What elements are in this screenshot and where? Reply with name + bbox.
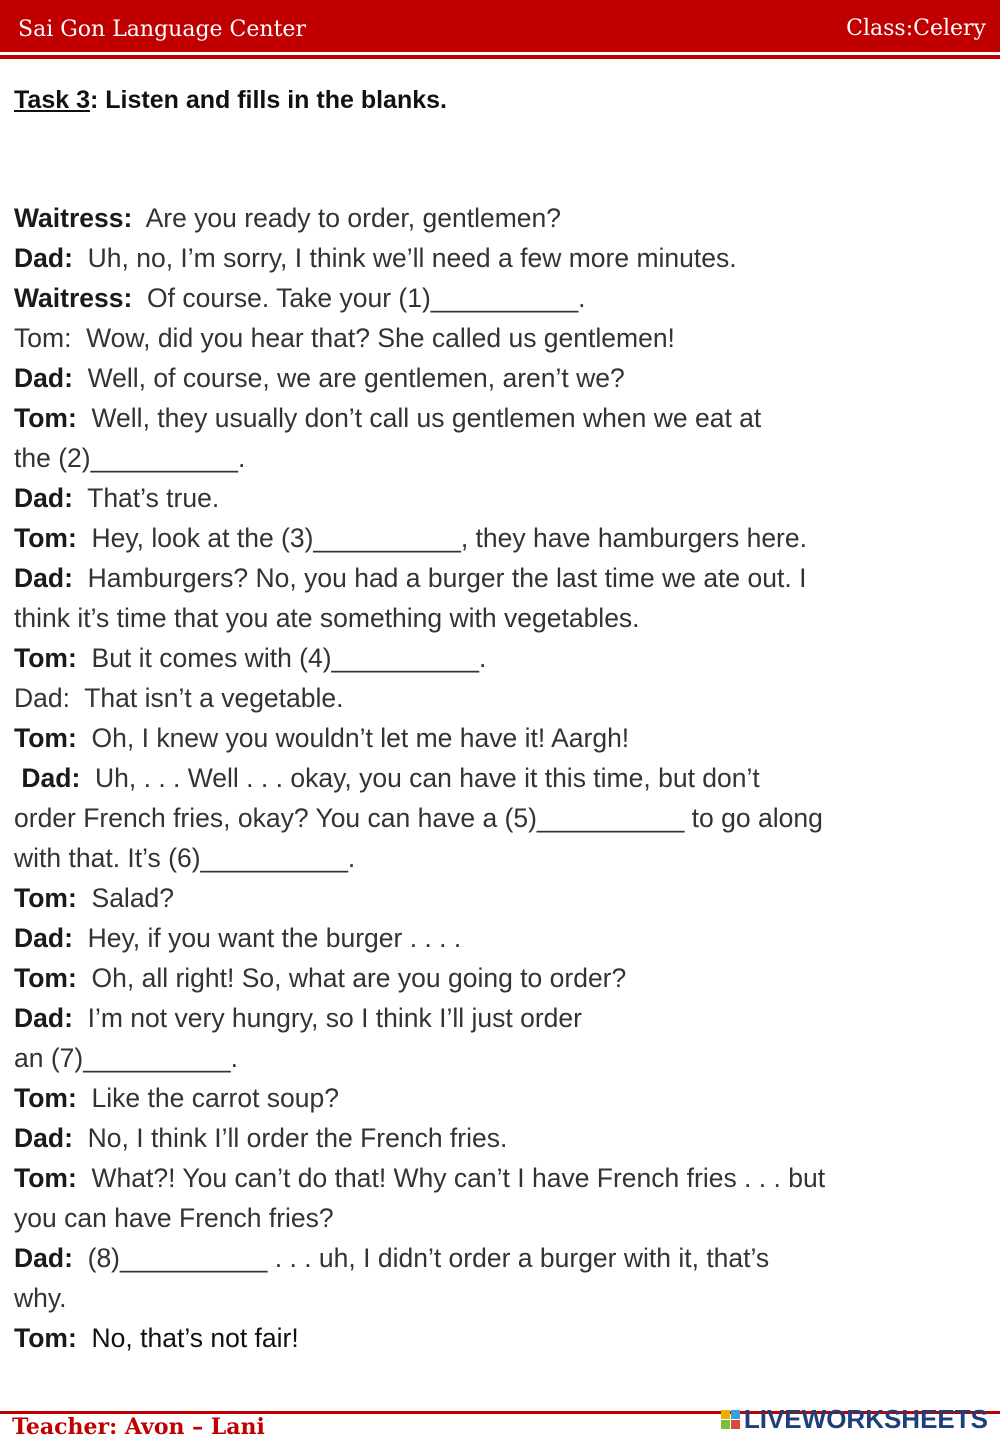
dialogue-line	[14, 798, 974, 838]
dialogue-text: Like the carrot soup?	[76, 1083, 340, 1113]
task-title	[14, 86, 447, 115]
dialogue-text: Oh, all right! So, what are you going to order?	[76, 963, 627, 993]
dialogue-line	[14, 758, 974, 798]
dialogue-text: Hey, if you want the burger . . . .	[72, 923, 462, 953]
dialogue-line	[14, 718, 974, 758]
dialogue-line	[14, 278, 974, 318]
speaker-label: Dad:	[14, 483, 73, 513]
dialogue-line	[14, 1278, 974, 1318]
dialogue-line	[14, 1038, 974, 1078]
dialogue-text: why.	[14, 1283, 67, 1313]
logo-text: LIVEWORKSHEETS	[743, 1404, 988, 1434]
dialogue-line	[14, 438, 974, 478]
dialogue-text: Tom: Wow, did you hear that? She called us gentlemen!	[14, 323, 675, 353]
dialogue-text: an (7)__________.	[14, 1043, 238, 1073]
dialogue-text: Well, they usually don’t call us gentlemen when we eat at	[76, 403, 762, 433]
speaker-label: Tom:	[14, 723, 77, 753]
dialogue-text: That’s true.	[72, 483, 220, 513]
speaker-label: Tom:	[14, 883, 77, 913]
dialogue	[14, 198, 974, 1358]
task-instruction: : Listen and fills in the blanks.	[89, 86, 447, 114]
dialogue-line	[14, 318, 974, 358]
speaker-label: Dad:	[14, 1003, 73, 1033]
logo-mark-icon	[721, 1410, 740, 1429]
dialogue-line	[14, 398, 974, 438]
dialogue-text: Oh, I knew you wouldn’t let me have it! Aargh!	[76, 723, 630, 753]
speaker-label: Waitress:	[14, 283, 133, 313]
speaker-label: Tom:	[14, 643, 77, 673]
dialogue-text: Are you ready to order, gentlemen?	[132, 203, 561, 233]
dialogue-line	[14, 518, 974, 558]
dialogue-text: Of course. Take your (1)__________.	[132, 283, 586, 313]
speaker-label: Tom:	[14, 523, 77, 553]
speaker-label: Dad:	[14, 363, 73, 393]
speaker-label: Dad:	[14, 563, 73, 593]
header-bar	[0, 0, 1000, 52]
dialogue-text: No, that’s not fair!	[76, 1323, 299, 1353]
speaker-label: Tom:	[14, 963, 77, 993]
dialogue-line	[14, 238, 974, 278]
dialogue-line	[14, 878, 974, 918]
center-name: Sai Gon Language Center	[18, 17, 306, 42]
task-number: Task 3	[14, 86, 90, 114]
speaker-label: Dad:	[14, 923, 73, 953]
dialogue-text: What?! You can’t do that! Why can’t I have French fries . . . but	[76, 1163, 826, 1193]
dialogue-line	[14, 838, 974, 878]
dialogue-text: No, I think I’ll order the French fries.	[72, 1123, 508, 1153]
dialogue-line	[14, 558, 974, 598]
dialogue-line	[14, 1198, 974, 1238]
speaker-label: Tom:	[14, 403, 77, 433]
liveworksheets-logo	[721, 1404, 988, 1435]
dialogue-line	[14, 1118, 974, 1158]
dialogue-line	[14, 958, 974, 998]
class-name: Class:Celery	[846, 16, 986, 41]
dialogue-line	[14, 478, 974, 518]
speaker-label: Dad:	[14, 763, 81, 793]
speaker-label: Tom:	[14, 1083, 77, 1113]
speaker-label: Dad:	[14, 243, 73, 273]
dialogue-line	[14, 638, 974, 678]
dialogue-text: Hey, look at the (3)__________, they have hamburgers here.	[76, 523, 807, 553]
dialogue-text: with that. It’s (6)__________.	[14, 843, 356, 873]
dialogue-text: you can have French fries?	[14, 1203, 334, 1233]
dialogue-text: Well, of course, we are gentlemen, aren’t we?	[72, 363, 625, 393]
dialogue-line	[14, 918, 974, 958]
speaker-label: Tom:	[14, 1163, 77, 1193]
dialogue-line	[14, 1078, 974, 1118]
header-divider	[0, 55, 1000, 59]
dialogue-line	[14, 358, 974, 398]
speaker-label: Tom:	[14, 1323, 77, 1353]
dialogue-text: order French fries, okay? You can have a (5)__________ to go along	[14, 803, 823, 833]
dialogue-text: the (2)__________.	[14, 443, 246, 473]
dialogue-line	[14, 1158, 974, 1198]
dialogue-text: Uh, no, I’m sorry, I think we’ll need a few more minutes.	[72, 243, 737, 273]
teacher-name: Teacher: Avon – Lani	[12, 1414, 265, 1440]
dialogue-text: But it comes with (4)__________.	[76, 643, 487, 673]
dialogue-line	[14, 198, 974, 238]
dialogue-line	[14, 1318, 974, 1358]
dialogue-line	[14, 1238, 974, 1278]
dialogue-line	[14, 678, 974, 718]
dialogue-line	[14, 998, 974, 1038]
dialogue-text: Salad?	[76, 883, 175, 913]
dialogue-text: Dad: That isn’t a vegetable.	[14, 683, 344, 713]
speaker-label: Dad:	[14, 1123, 73, 1153]
dialogue-text: (8)__________ . . . uh, I didn’t order a burger with it, that’s	[72, 1243, 770, 1273]
speaker-label: Waitress:	[14, 203, 133, 233]
dialogue-text: I’m not very hungry, so I think I’ll just order	[72, 1003, 582, 1033]
dialogue-line	[14, 598, 974, 638]
dialogue-text: Hamburgers? No, you had a burger the last time we ate out. I	[72, 563, 807, 593]
dialogue-text: Uh, . . . Well . . . okay, you can have it this time, but don’t	[80, 763, 760, 793]
dialogue-text: think it’s time that you ate something with vegetables.	[14, 603, 640, 633]
speaker-label: Dad:	[14, 1243, 73, 1273]
